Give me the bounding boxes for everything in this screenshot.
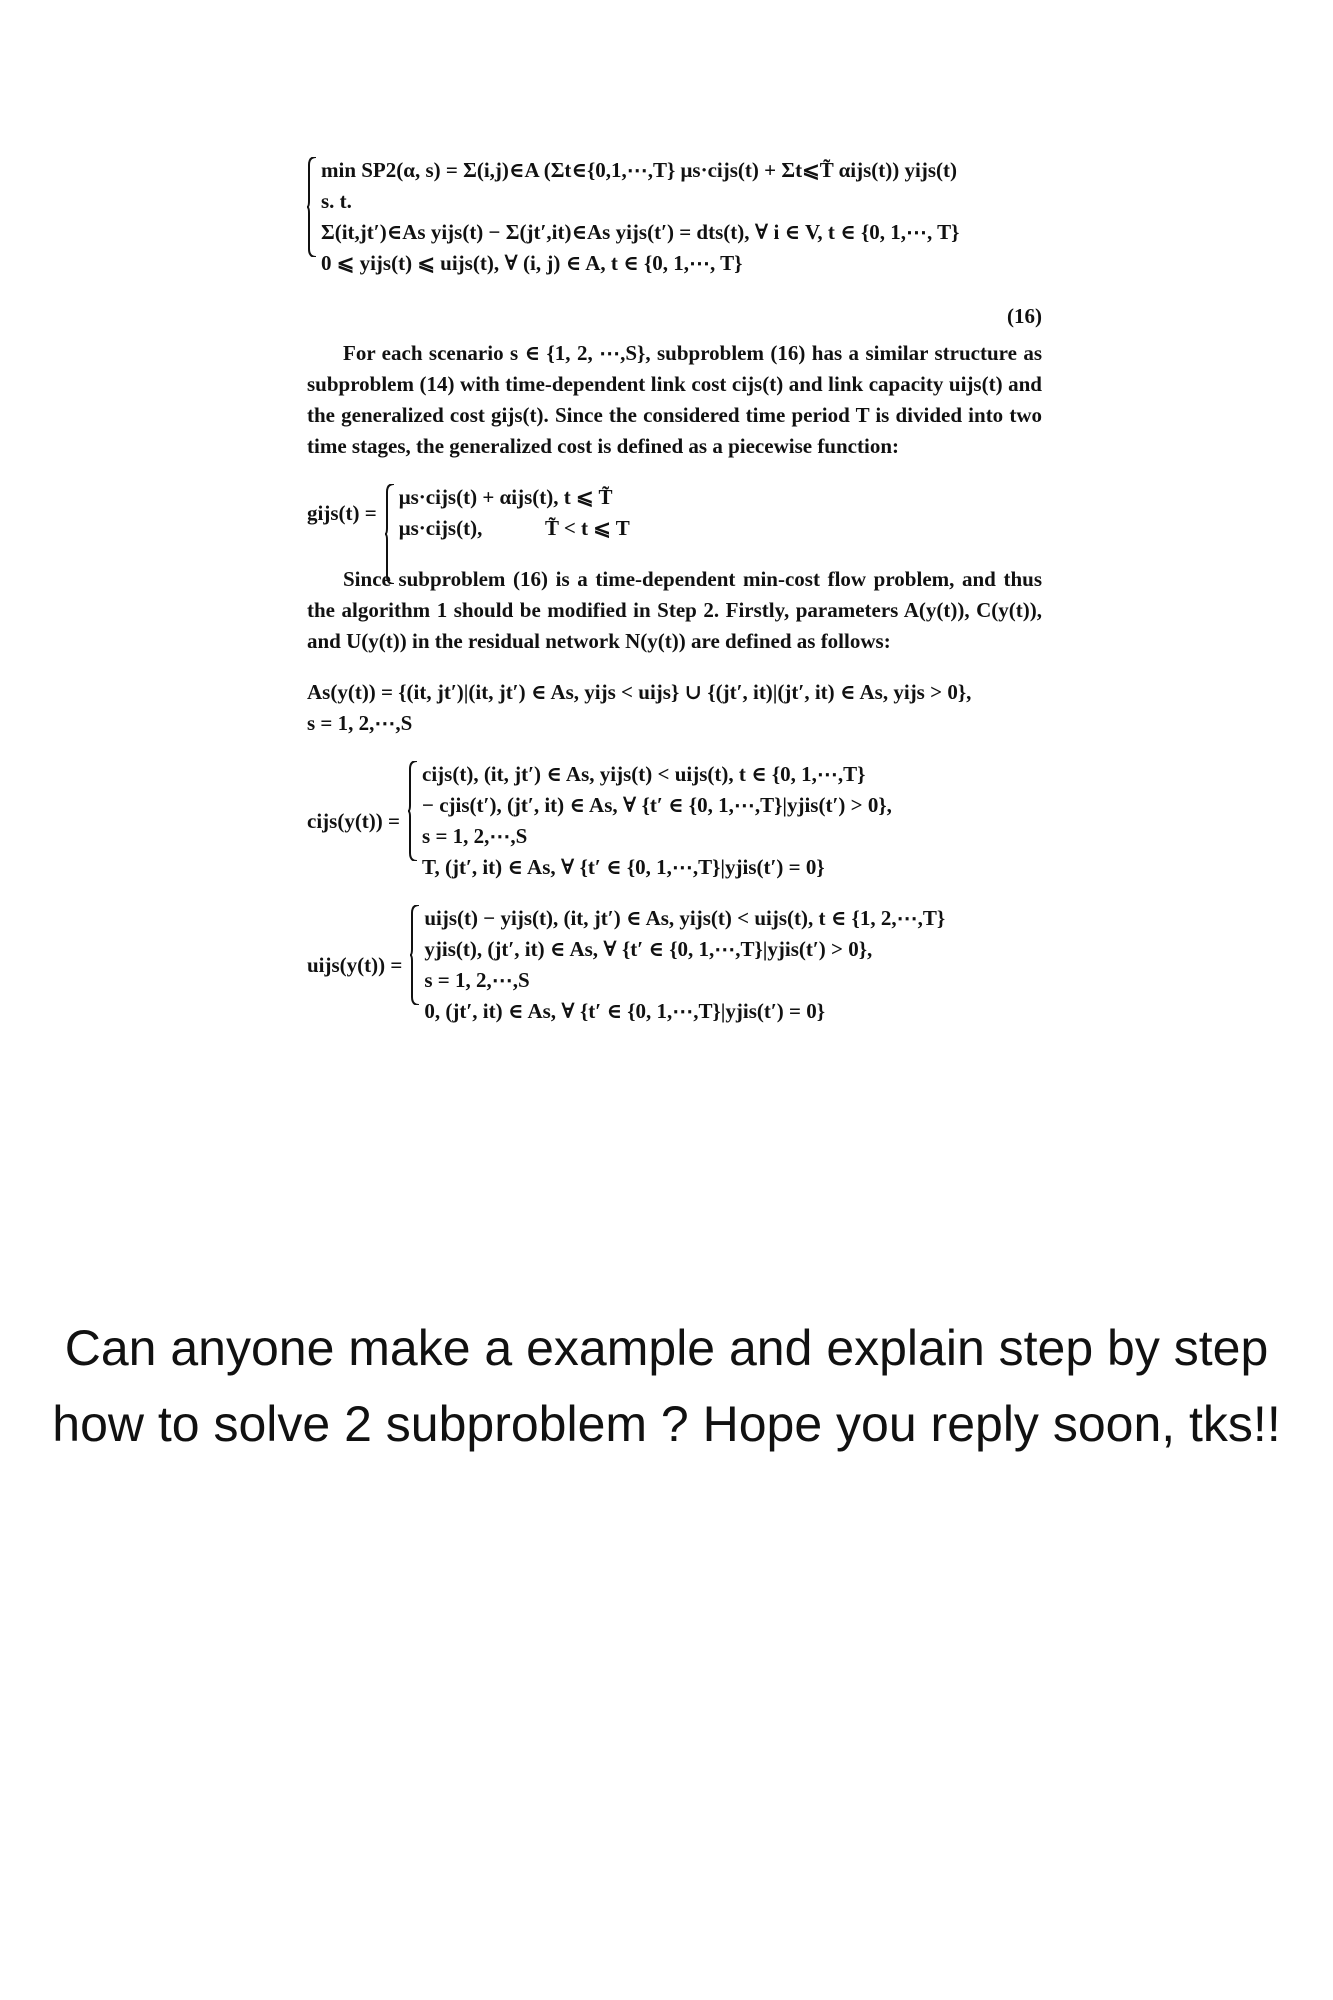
equation-line-objective: min SP2(α, s) = Σ(i,j)∈A (Σt∈{0,1,⋯,T} μs·cijs(t) + Σt⩽T̃ αijs(t)) yijs(t) bbox=[321, 158, 957, 182]
case-line: μs·cijs(t), T̃ < t ⩽ T bbox=[398, 516, 630, 540]
left-brace-icon bbox=[410, 905, 420, 1005]
case-line: − cjis(t′), (jt′, it) ∈ As, ∀ {t′ ∈ {0, 1,⋯,T}|yjis(t′) > 0}, bbox=[422, 793, 892, 817]
residual-cost-definition bbox=[307, 759, 1042, 883]
residual-cost-cases bbox=[408, 759, 892, 883]
residual-capacity-definition bbox=[307, 903, 1042, 1027]
case-line: T, (jt′, it) ∈ As, ∀ {t′ ∈ {0, 1,⋯,T}|yjis(t′) = 0} bbox=[422, 855, 825, 879]
paper-excerpt bbox=[307, 155, 1042, 1027]
equation-16-system bbox=[307, 155, 1042, 279]
generalized-cost-definition bbox=[307, 482, 1042, 544]
left-brace-icon bbox=[385, 484, 395, 584]
left-brace-icon bbox=[408, 761, 418, 861]
residual-capacity-cases bbox=[410, 903, 945, 1027]
question-line-2: how to solve 2 subproblem ? Hope you reply soon, tks!! bbox=[52, 1396, 1281, 1452]
case-line: s = 1, 2,⋯,S bbox=[422, 824, 528, 848]
case-line: 0, (jt′, it) ∈ As, ∀ {t′ ∈ {0, 1,⋯,T}|yjis(t′) = 0} bbox=[424, 999, 826, 1023]
equation-line-subject-to: s. t. bbox=[321, 189, 352, 213]
case-line: cijs(t), (it, jt′) ∈ As, yijs(t) < uijs(t), t ∈ {0, 1,⋯,T} bbox=[422, 762, 866, 786]
equation-line-flow-balance: Σ(it,jt′)∈As yijs(t) − Σ(jt′,it)∈As yijs(t′) = dts(t), ∀ i ∈ V, t ∈ {0, 1,⋯, T} bbox=[321, 220, 960, 244]
equation-number: (16) bbox=[1007, 304, 1042, 328]
case-line: yjis(t), (jt′, it) ∈ As, ∀ {t′ ∈ {0, 1,⋯,T}|yjis(t′) > 0}, bbox=[424, 937, 873, 961]
arc-set-definition bbox=[307, 677, 1042, 739]
paragraph-residual-network: Since subproblem (16) is a time-dependent min-cost flow problem, and thus the algorithm 1 should be modified in Step 2. Firstly, parameters A(y(t)), C(y(t)), and U(y(t)) in the residual network N(y(t)) are defined as follows: bbox=[307, 567, 1042, 653]
arc-set-line: As(y(t)) = {(it, jt′)|(it, jt′) ∈ As, yijs < uijs} ∪ {(jt′, it)|(jt′, it) ∈ As, yijs > 0}, bbox=[307, 680, 972, 704]
case-line: μs·cijs(t) + αijs(t), t ⩽ T̃ bbox=[398, 485, 613, 509]
left-brace-icon bbox=[307, 157, 317, 257]
equation-line-capacity: 0 ⩽ yijs(t) ⩽ uijs(t), ∀ (i, j) ∈ A, t ∈ {0, 1,⋯, T} bbox=[321, 251, 743, 275]
question-text bbox=[0, 1310, 1333, 1462]
residual-cost-lhs: cijs(y(t)) = bbox=[307, 808, 401, 833]
case-line: s = 1, 2,⋯,S bbox=[424, 968, 530, 992]
generalized-cost-lhs: gijs(t) = bbox=[307, 500, 377, 525]
case-line: uijs(t) − yijs(t), (it, jt′) ∈ As, yijs(t) < uijs(t), t ∈ {1, 2,⋯,T} bbox=[424, 906, 946, 930]
question-line-1: Can anyone make a example and explain step by step bbox=[64, 1320, 1269, 1376]
paragraph-scenario: For each scenario s ∈ {1, 2, ⋯,S}, subproblem (16) has a similar structure as subproblem (14) with time-dependent link cost cijs(t) and link capacity uijs(t) and the generalized cost gijs(t). Since the considered time period T is divided into two time stages, the generalized cost is defined as a piecewise function: bbox=[307, 341, 1042, 458]
generalized-cost-cases bbox=[385, 482, 630, 544]
residual-capacity-lhs: uijs(y(t)) = bbox=[307, 952, 403, 977]
arc-set-line: s = 1, 2,⋯,S bbox=[307, 711, 413, 735]
